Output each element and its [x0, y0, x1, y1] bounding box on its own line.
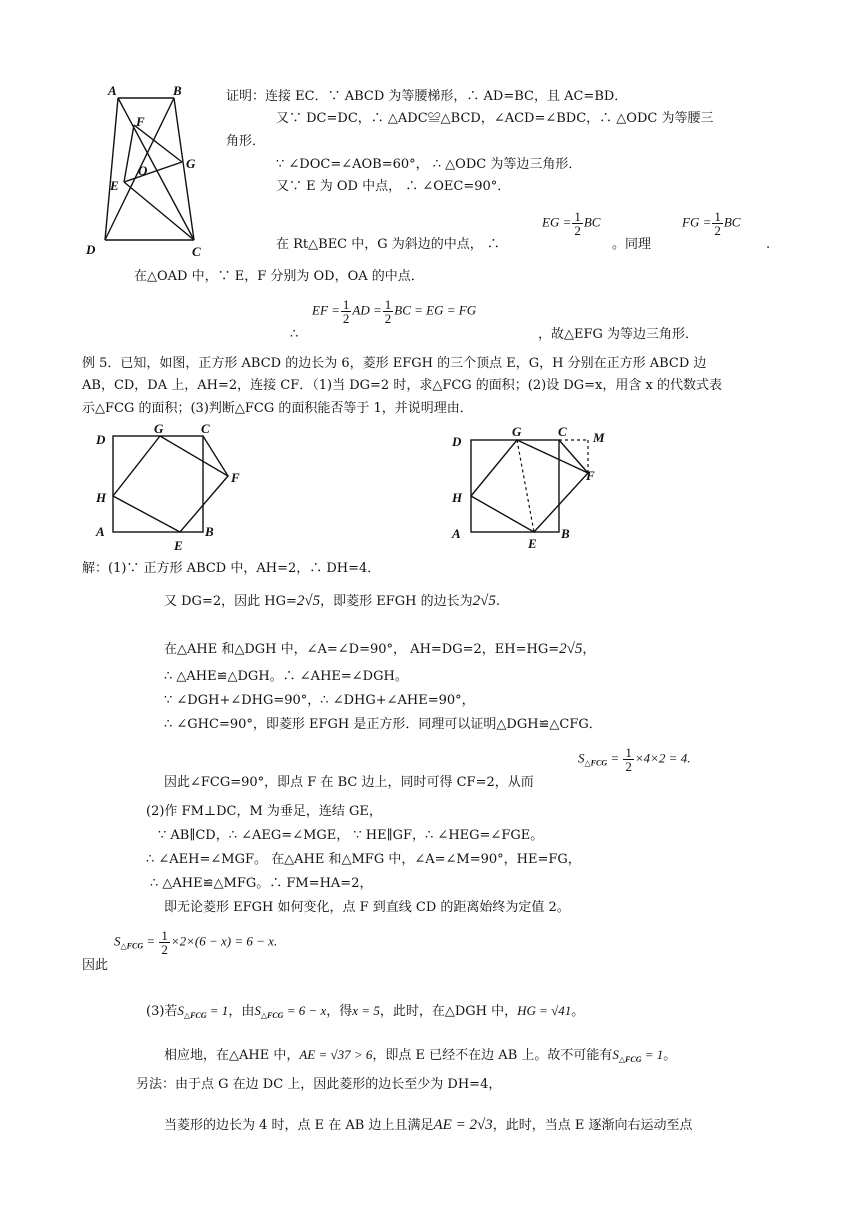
proof-line-3: 角形．	[226, 134, 266, 149]
square-figure-1	[88, 424, 258, 554]
proof-line-1: 证明：连接 EC．∵ ABCD 为等腰梯形，∴ AD=BC，且 AC=BD．	[226, 89, 628, 104]
example5-line-3: 示△FCG 的面积；(3)判断△FCG 的面积能否等于 1，并说明理由．	[82, 401, 473, 416]
proof-line-4: ∵ ∠DOC=∠AOB=60°， ∴ △ODC 为等边三角形．	[276, 157, 582, 172]
solution-line-6: ∴ ∠GHC=90°，即菱形 EFGH 是正方形．同理可以证明△DGH≌△CFG．	[164, 717, 602, 732]
part2-line-2: ∵ AB∥CD，∴ ∠AEG=∠MGE， ∵ HE∥GF，∴ ∠HEG=∠FGE。	[158, 828, 544, 843]
sq2-label-F: F	[586, 468, 595, 483]
sq1-label-G: G	[154, 424, 164, 436]
sq2-label-B: B	[561, 526, 570, 541]
sq1-label-A: A	[96, 524, 105, 539]
label-F: F	[136, 114, 145, 129]
formula-eg: EG = $\frac{1}{2}$ BC	[542, 209, 601, 238]
sq2-label-E: E	[528, 536, 537, 551]
label-B: B	[173, 83, 182, 98]
solution-line-1: 解：(1)∵ 正方形 ABCD 中，AH=2，∴ DH=4．	[82, 561, 381, 576]
label-G: G	[186, 156, 196, 171]
sq1-label-B: B	[205, 524, 214, 539]
sq1-label-F: F	[231, 470, 240, 485]
solution-line-4: ∴ △AHE≌△DGH。∴ ∠AHE=∠DGH。	[164, 669, 408, 684]
solution-line-7: 因此∠FCG=90°，即点 F 在 BC 边上，同时可得 CF=2，从而	[164, 775, 534, 790]
trapezoid-figure	[78, 78, 213, 260]
sq2-label-G: G	[512, 424, 522, 439]
part2-line-5: 即无论菱形 EFGH 如何变化，点 F 到直线 CD 的距离始终为定值 2。	[164, 900, 570, 915]
part2-line-4: ∴ △AHE≌△MFG。∴ FM=HA=2，	[150, 876, 373, 891]
sq2-label-D: D	[452, 434, 462, 449]
square-figure-2	[446, 420, 626, 554]
sq2-label-C: C	[558, 424, 567, 439]
sq2-label-A: A	[452, 526, 461, 541]
example5-line-1: 例 5．已知，如图，正方形 ABCD 的边长为 6，菱形 EFGH 的三个顶点 E，G，H 分别在正方形 ABCD 边	[82, 356, 707, 371]
formula-fg: FG = $\frac{1}{2}$ BC	[682, 209, 741, 238]
formula-area-1: $S_{\triangle FCG}$ = $\frac{1}{2}$ ×4×2 = 4.	[578, 745, 691, 774]
part3-line-1: (3)若$S_{\triangle FCG} = 1$，由$S_{\triangle FCG} = 6 - x$，得x = 5，此时，在△DGH 中，HG = √41。	[146, 1003, 585, 1020]
formula-area-2: $S_{\triangle FCG}$ = $\frac{1}{2}$ ×2×(6 − x) = 6 − x.	[114, 928, 278, 957]
label-A: A	[108, 83, 117, 98]
part3-line-2: 相应地，在△AHE 中，AE = √37 > 6，即点 E 已经不在边 AB 上。故不可能有$S_{\triangle FCG} = 1$。	[164, 1047, 677, 1064]
proof-line-5: 又∵ E 为 OD 中点， ∴ ∠OEC=90°．	[276, 179, 511, 194]
sq2-label-M: M	[593, 430, 605, 445]
sq1-label-E: E	[174, 538, 183, 553]
part2-line-6: 因此	[82, 958, 109, 973]
example5-line-2: AB，CD，DA 上，AH=2，连接 CF．（1)当 DG=2 时，求△FCG 的面积；(2)设 DG=x，用含 x 的代数式表	[82, 378, 722, 393]
part2-line-1: (2)作 FM⊥DC，M 为垂足，连结 GE，	[146, 804, 382, 819]
sq1-label-D: D	[96, 432, 106, 447]
alt-line-1: 另法：由于点 G 在边 DC 上，因此菱形的边长至少为 DH=4，	[136, 1077, 502, 1092]
solution-line-3: 在△AHE 和△DGH 中，∠A=∠D=90°， AH=DG=2，EH=HG=2√5，	[164, 641, 596, 657]
solution-line-2: 又 DG=2，因此 HG=2√5，即菱形 EFGH 的边长为2√5.	[164, 593, 500, 609]
label-E: E	[110, 178, 119, 193]
sq1-label-C: C	[201, 424, 210, 436]
part2-line-3: ∴ ∠AEH=∠MGF。 在△AHE 和△MFG 中，∠A=∠M=90°，HE=FG，	[146, 852, 581, 867]
proof-line-6b: 。同理	[612, 237, 652, 252]
alt-line-2: 当菱形的边长为 4 时，点 E 在 AB 边上且满足AE = 2√3，此时，当点 E 逐渐向右运动至点	[164, 1117, 693, 1133]
proof-line-8a: ∴	[290, 327, 299, 342]
label-C: C	[192, 244, 201, 259]
formula-ef: EF = $\frac{1}{2}$ AD = $\frac{1}{2}$ BC = EG = FG	[312, 297, 477, 326]
sq1-label-H: H	[96, 490, 107, 505]
label-D: D	[86, 242, 96, 257]
label-O: O	[138, 163, 148, 178]
solution-line-5: ∵ ∠DGH+∠DHG=90°，∴ ∠DHG+∠AHE=90°，	[164, 693, 475, 708]
proof-line-7: 在△OAD 中，∵ E，F 分别为 OD，OA 的中点．	[134, 269, 424, 284]
proof-line-8b: ，故△EFG 为等边三角形．	[538, 327, 699, 342]
proof-line-2: 又∵ DC=DC，∴ △ADC≌△BCD，∠ACD=∠BDC，∴ △ODC 为等腰三	[276, 111, 714, 126]
sq2-label-H: H	[452, 490, 463, 505]
proof-line-6a: 在 Rt△BEC 中，G 为斜边的中点， ∴	[276, 237, 500, 252]
